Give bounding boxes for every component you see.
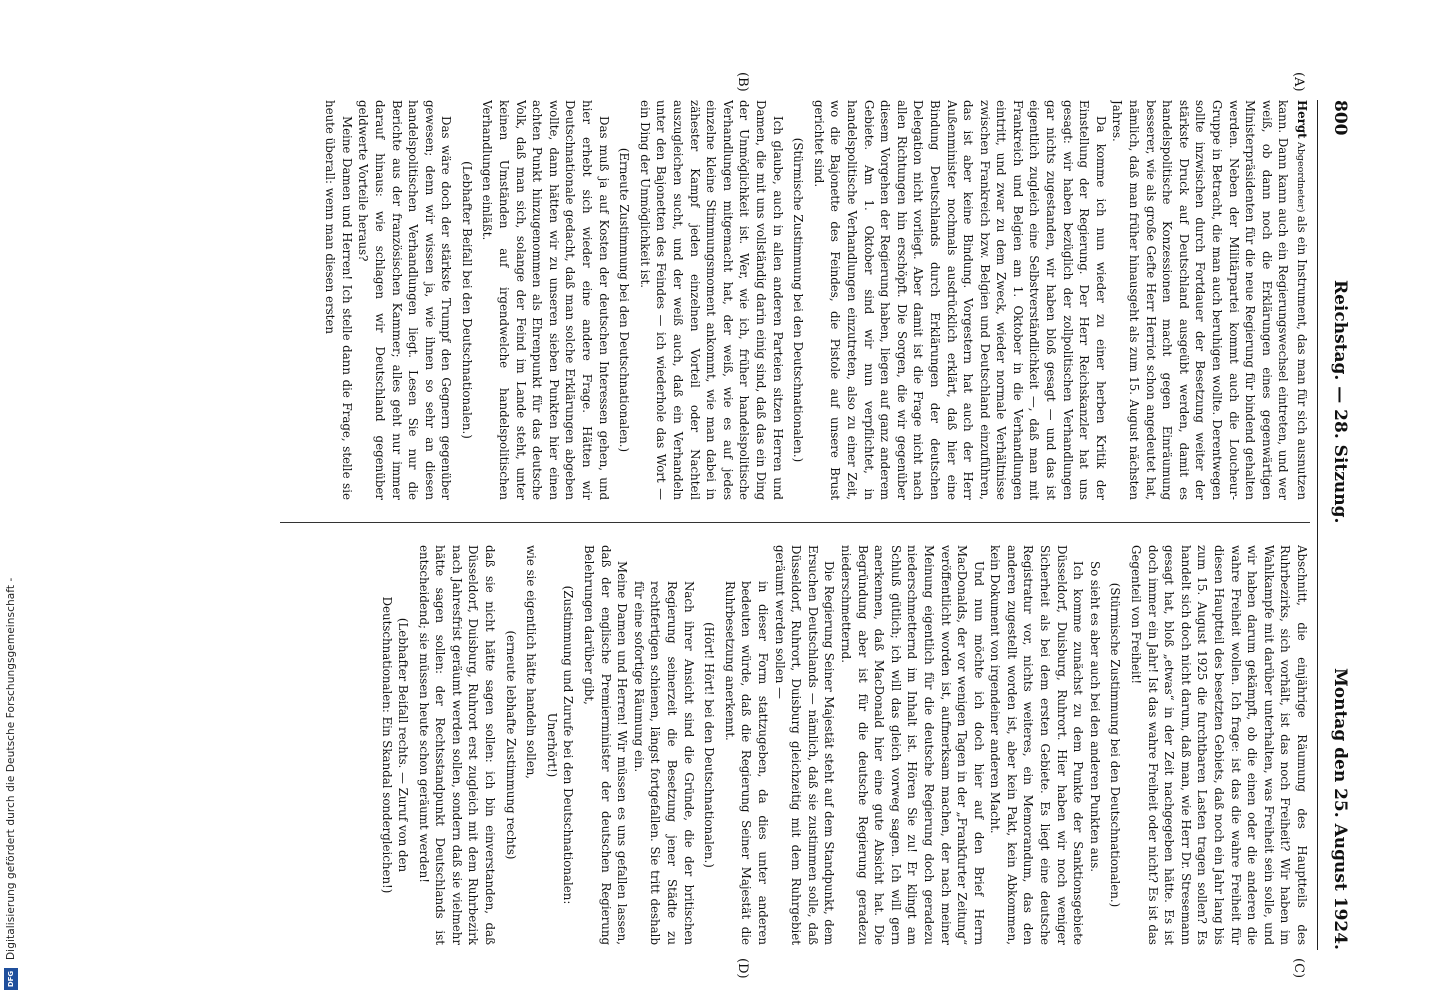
margin-letter-b: (B): [735, 72, 750, 92]
paragraph: daß sie nicht hätte sagen sollen: ich bin einverstanden, daß Düsseldorf, Duisburg, Ruhrort erst zugleich mit dem Ruhrbezirk nach Jahresfrist geräumt werden sollen, sondern daß sie vielmehr hätte sagen sollen: der Rechtsstandpunkt Deutschlands ist entscheidend; sie müssen heute schon geräumt werden!: [416, 545, 498, 945]
interjection: (Zustimmung und Zurufe bei den Deutschnationalen: Unerhört!): [544, 585, 576, 905]
paragraph: Die Regierung Seiner Majestät steht auf dem Standpunkt, dem Ersuchen Deutschlands — nämlich, daß sie zustimmen solle, daß Düsseldorf, Ruhrort, Duisburg gleichzeitig mit dem Ruhrgebiet geräumt werden sollen —: [772, 545, 837, 945]
paragraph: Das muß ja auf Kosten der deutschen Interessen gehen, und hier erhebt sich wieder eine andere Frage. Hätten wir Deutschnationale gedacht, daß man solche Erklärungen abgeben wollte, dann hätten wir zu unseren sieben Punkten hier einen achten Punkt hinzugenommen als Ehrenpunkt für das deutsche Volk, daß man sich, solange der Feind im Lande steht, unter keinen Umständen auf irgendwelche handelspolitischen Verhandlungen einläßt.: [480, 100, 611, 500]
left-column: [110, 100, 1310, 500]
interjection: (Hört! Hört! bei den Deutschnationalen.): [702, 622, 717, 868]
paragraph: Das wäre doch der stärkste Trumpf den Gegnern gegenüber gewesen; denn wir wissen ja, wie ihnen so sehr an diesen handelspolitischen Verhandlungen liegt. Lesen Sie nur die Berichte aus der französischen Kammer; alles geht nur immer darauf hinaus: wie schlagen wir Deutschland gegenüber geldwerte Vorteile heraus?: [356, 100, 454, 500]
page-header: [1322, 100, 1350, 950]
digitization-credit: [0, 0, 22, 1000]
paragraph: Und nun möchte ich doch hier auf den Brief Herrn MacDonalds, der vor wenigen Tagen in der „Frankfurter Zeitung“ veröffentlicht worden ist, aufmerksam machen, der nach meiner Meinung eigentlich für die deutsche Regierung doch geradezu niederschmetternd im Inhalt ist. Hören Sie zu! Er klingt am Schluß gütlich; ich will das gleich vorweg sagen. Ich will gern anerkennen, daß MacDonald hier eine gute Absicht hat. Die Begründung aber ist für die deutsche Regierung geradezu niederschmetternd.: [838, 545, 986, 945]
quotation: Nach ihrer Ansicht sind die Gründe, die der britischen Regierung seinerzeit die Besetzung jener Städte zu rechtfertigen schienen, längst fortgefallen. Sie tritt deshalb für eine sofortige Räumung ein.: [631, 581, 696, 945]
right-column: [110, 545, 1310, 945]
paragraph: wie sie eigentlich hätte handeln sollen,: [524, 545, 539, 780]
column-divider: [280, 522, 1310, 523]
interjection: (Erneute Zustimmung bei den Deutschnationalen.): [617, 147, 632, 453]
paragraph: Meine Damen und Herren! Ich stelle dann die Frage, stelle sie heute überall: wenn man diesen ersten: [323, 100, 354, 500]
margin-letter-d: (D): [735, 958, 750, 979]
page-number: 800: [1330, 100, 1350, 136]
margin-letter-a: (A): [1291, 72, 1306, 92]
quotation: in dieser Form stattzugeben, da dies unter anderen bedeuten würde, daß die Regierung Seiner Majestät die Ruhrbesetzung anerkennt.: [722, 581, 770, 945]
paragraph: Ich glaube, auch in allen anderen Parteien sitzen Herren und Damen, die mit uns vollständig darin einig sind, daß das ein Ding der Unmöglichkeit ist. Wer, wie ich, früher handelspolitische Verhandlungen mitgemacht hat, der weiß, wie es auf jedes einzelne kleine Stimmungsmoment ankommt, wie man dabei in zähester Kampf jeden einzelnen Vorteil oder Nachteil auszugleichen sucht, und der weiß auch, daß ein Verhandeln unter den Bajonetten des Feindes — ich wiederhole das Wort — ein Ding der Unmöglichkeit ist.: [637, 100, 785, 500]
dfg-logo-icon: DFG: [4, 968, 18, 990]
interjection: (Lebhafter Beifall bei den Deutschnationalen.): [459, 161, 474, 439]
header-rule: [1317, 100, 1318, 950]
margin-letter-c: (C): [1291, 958, 1306, 979]
speech-text: als ein Instrument, das man für sich ausnutzen kann. Dann kann auch ein Regierungswechsel eintreten, und wer weiß, ob dann noch die Erklärungen eines gegenwärtigen Ministerpräsidenten für die neue Regierung für bindend gehalten werden. Neben der Militärpartei kommt auch die Loucheur-Gruppe in Betracht, die man auch beruhigen wollte. Derentwegen sollte inzwischen durch Fortdauer der Besetzung weiter der stärkste Druck auf Deutschland ausgeübt werden, damit es handelspolitische Konzessionen macht gegen Einräumung besserer, wie als große Gefte Herr Herriot schon angedeutet hat, nämlich, daß man früher hinausgeht als zum 15. August nächsten Jahres.: [1110, 100, 1309, 500]
credit-text: Digitalisierung gefördert durch die Deutsche Forschungsgemeinschaft -: [5, 577, 17, 960]
interjection: (Lebhafter Beifall rechts. — Zuruf von den Deutschnationalen: Ein Skandal sondergleichen!): [379, 596, 411, 894]
paragraph: Abschnitt, die einjährige Räumung des Hauptteils des Ruhrbezirks, sich vorhält, ist das noch Freiheit? Wir haben im Wahlkampfe mit darüber unterhalten, was Freiheit sein solle, und wir haben darum gekämpft, ob die einen oder die anderen die wahre Freiheit wollen. Ich frage: ist das die wahre Freiheit für diesen Hauptteil des besetzten Gebiets, daß noch ein Jahr lang bis zum 15. August 1925 die furchtbaren Lasten tragen sollen? Es handelt sich doch nicht darum, daß man, wie Herr Dr. Stresemann gesagt hat, bloß „etwas“ in der Zeit nachgegeben hätte. Es ist doch immer ein Jahr! Ist das wahre Freiheit oder nicht? Es ist das Gegenteil von Freiheit!: [1129, 545, 1309, 945]
interjection: (Stürmische Zustimmung bei den Deutschnationalen.): [1108, 582, 1123, 908]
paragraph: Da komme ich nun wieder zu einer herben Kritik der Einstellung der Regierung. Der Herr Reichskanzler hat uns gesagt: wir haben bezüglich der zollpolitischen Verhandlungen gar nichts zugestanden, wir haben bloß gesagt — und das ist eigentlich zugleich eine Selbstverständlichkeit —, daß man mit Frankreich und Belgien am 1. Oktober in die Verhandlungen eintritt, und zwar zu dem Zweck, wieder normale Verhältnisse zwischen Frankreich bzw. Belgien und Deutschland einzuführen, das ist aber keine Bindung. Vorgestern hat auch der Herr Außenminister nochmals ausdrücklich erklärt, daß hier eine Bindung Deutschlands durch Erklärungen der deutschen Delegation nicht vorliegt. Aber damit ist die Frage nicht nach allen Richtungen hin erschöpft. Die Sorgen, die wir gegenüber diesem Vorgehen der Regierung haben, liegen auf ganz anderem Gebiete. Am 1. Oktober sind wir nun verpflichtet, in handelspolitische Verhandlungen einzutreten, also zu einer Zeit, wo die Bajonette des Feindes, die Pistole auf unsere Brust gerichtet sind.: [811, 100, 1108, 500]
running-title: Reichstag. — 28. Sitzung.: [1330, 279, 1350, 524]
speaker-paragraph: [1109, 100, 1310, 500]
paragraph: Ich komme zunächst zu dem Punkte der Sanktionsgebiete Düsseldorf, Duisburg, Ruhrort. Hier haben wir noch weniger Sicherheit als bei dem ersten Gebiete. Es liegt eine deutsche Registratur vor, nichts weiteres, ein Memorandum, das den anderen zugestellt worden ist, aber kein Pakt, kein Abkommen, kein Dokument von irgendeiner anderen Macht.: [988, 545, 1086, 945]
speaker-name: Hergt: [1295, 100, 1309, 139]
speaker-role: Abgeordneter): [1295, 138, 1306, 216]
scanned-page: [100, 0, 1350, 1000]
session-date: Montag den 25. August 1924.: [1330, 667, 1350, 950]
paragraph: Meine Damen und Herren! Wir müssen es uns gefallen lassen, daß der englische Premierminister der deutschen Regierung Belehrungen darüber gibt,: [582, 545, 630, 945]
paragraph: So sieht es aber auch bei den anderen Punkten aus.: [1087, 561, 1102, 873]
interjection: (erneute lebhafte Zustimmung rechts): [503, 630, 518, 860]
interjection: (Stürmische Zustimmung bei den Deutschnationalen.): [791, 137, 806, 463]
